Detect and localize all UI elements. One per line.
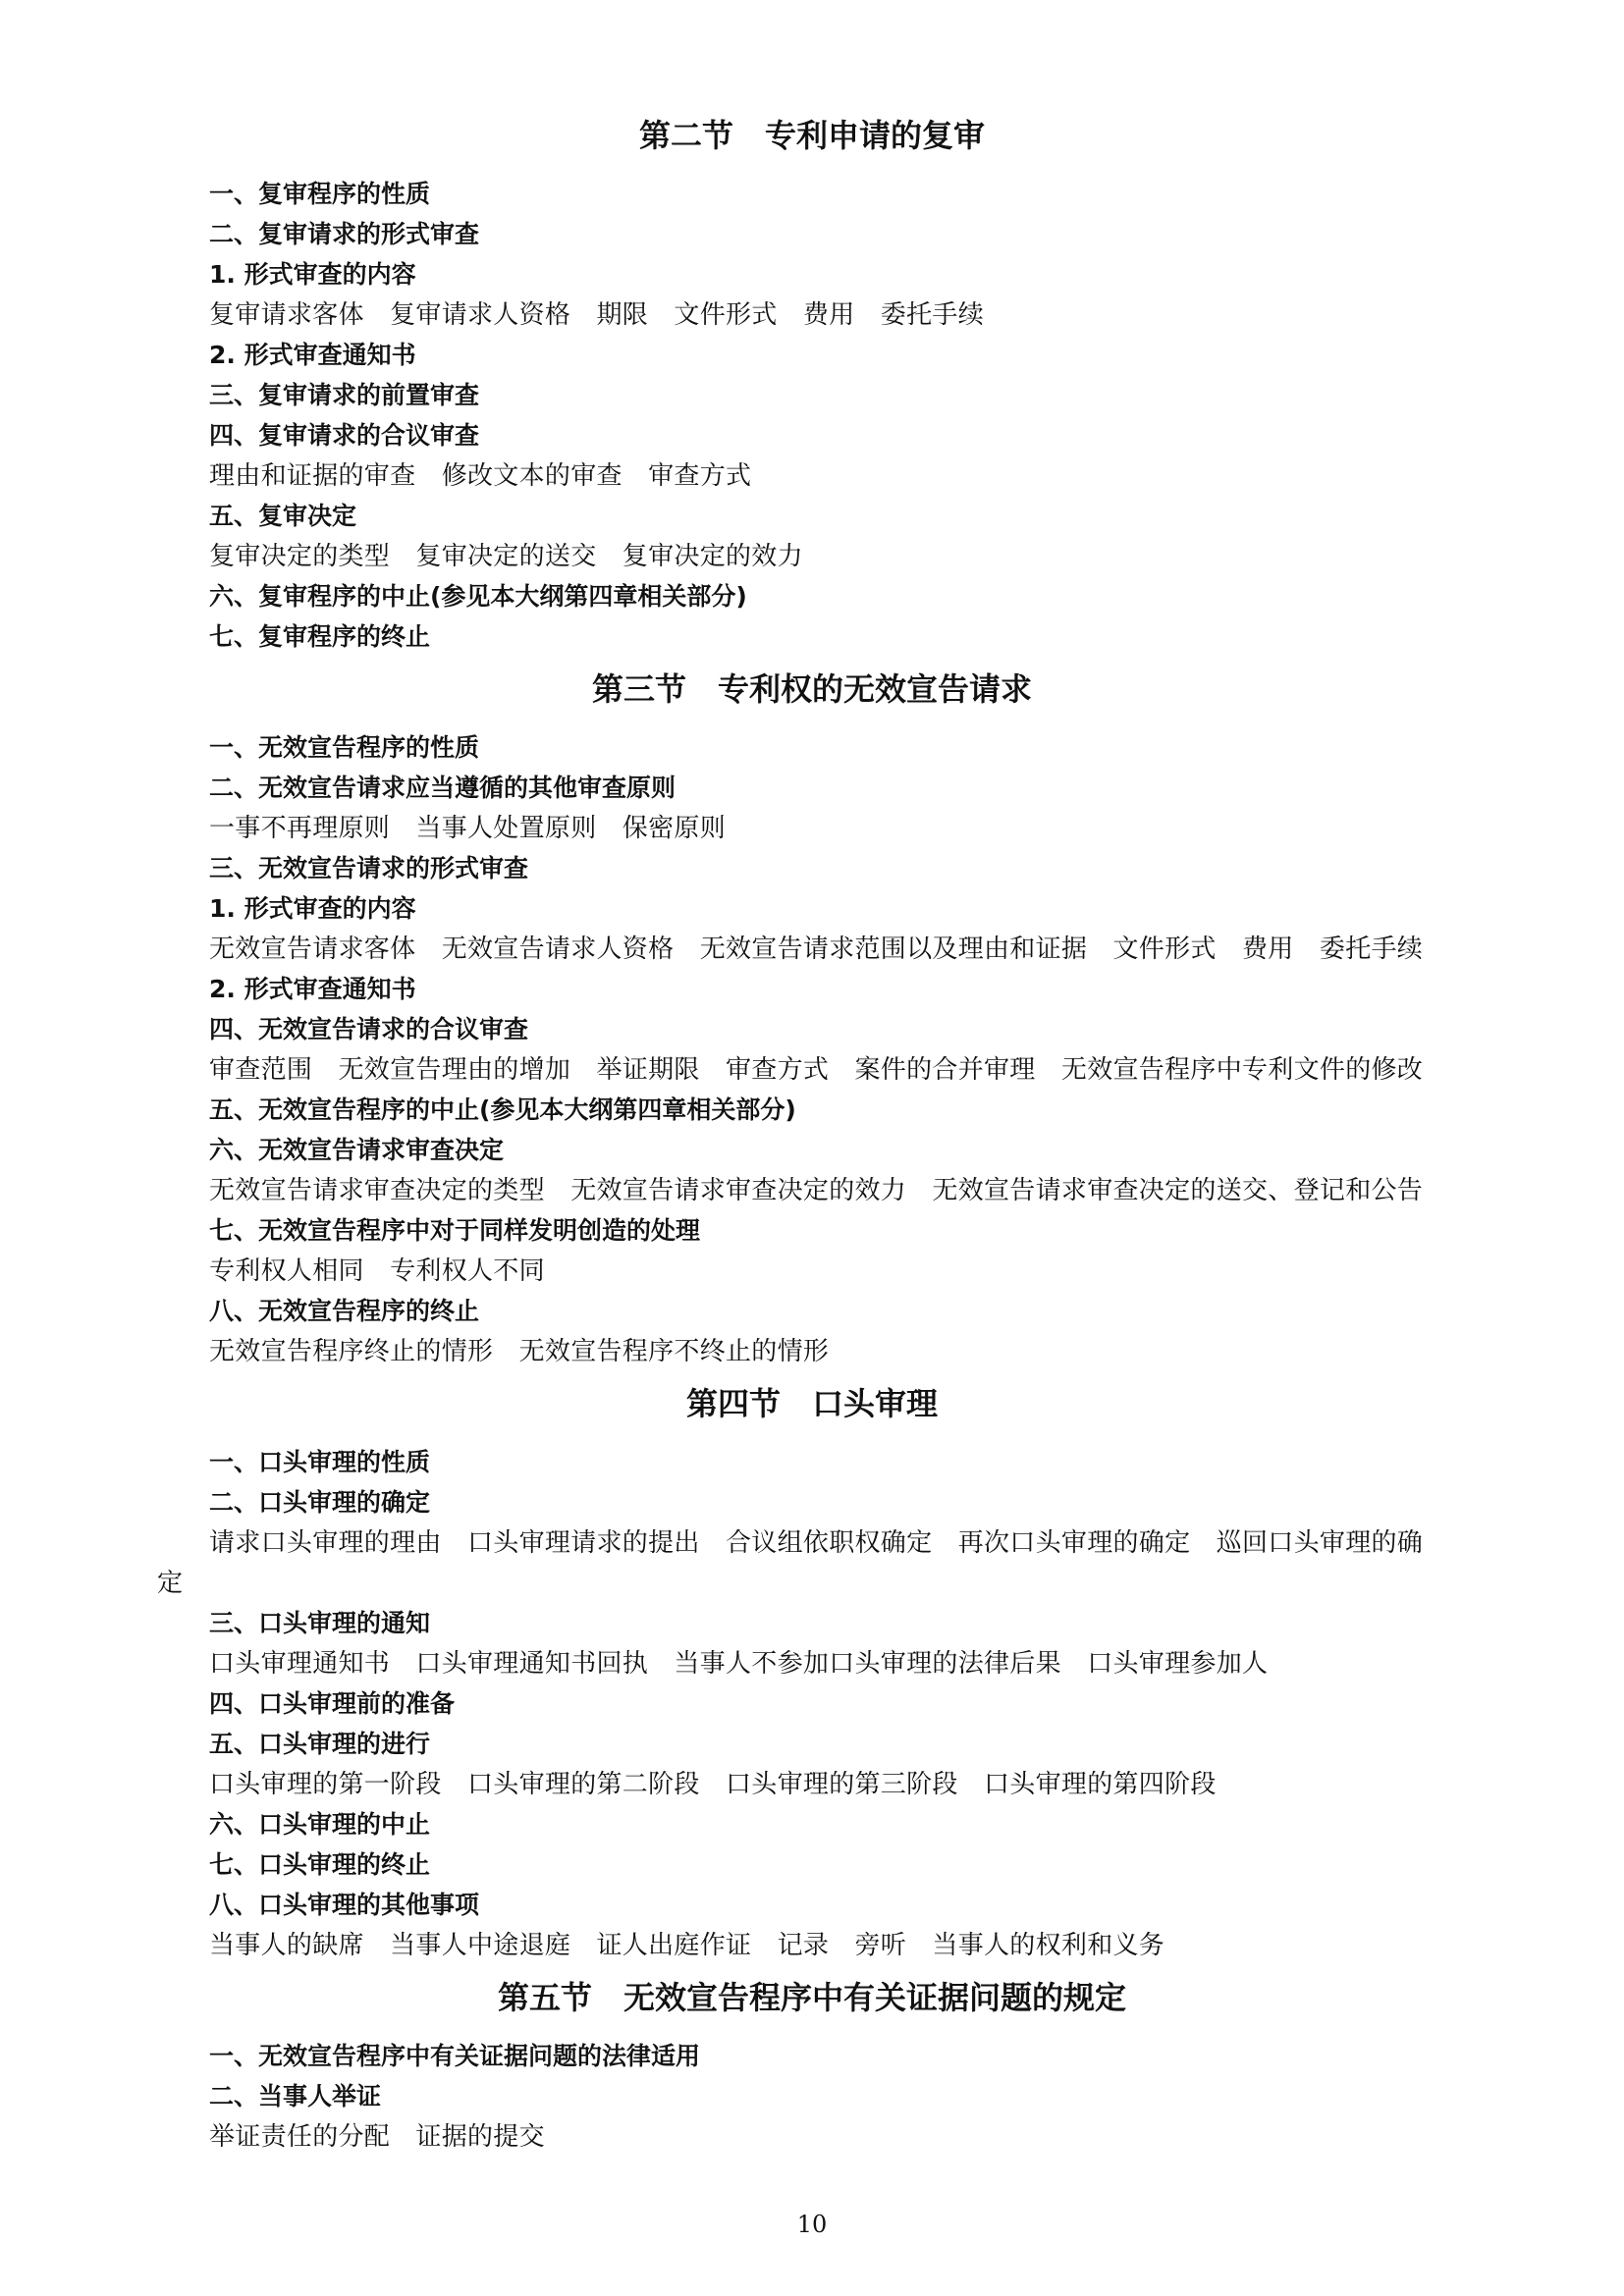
text-s4-5: 口头审理的第一阶段 口头审理的第二阶段 口头审理的第三阶段 口头审理的第四阶段 bbox=[209, 1770, 1217, 1799]
section-title-4: 第四节 口头审理 bbox=[685, 1385, 938, 1422]
heading-s2-2: 二、复审请求的形式审查 bbox=[209, 220, 480, 248]
heading-s2-7: 七、复审程序的终止 bbox=[209, 622, 431, 651]
text-s3-3a: 无效宣告请求客体 无效宣告请求人资格 无效宣告请求范围以及理由和证据 文件形式 费用 委托手续 bbox=[209, 934, 1424, 964]
heading-s4-7: 七、口头审理的终止 bbox=[209, 1850, 431, 1879]
page-number: 10 bbox=[796, 2211, 828, 2238]
text-s2-5: 复审决定的类型 复审决定的送交 复审决定的效力 bbox=[209, 542, 803, 571]
text-s3-7: 专利权人相同 专利权人不同 bbox=[209, 1256, 545, 1286]
heading-s3-3: 三、无效宣告请求的形式审查 bbox=[209, 854, 529, 882]
heading-s2-6: 六、复审程序的中止(参见本大纲第四章相关部分) bbox=[209, 582, 747, 611]
heading-s4-1: 一、口头审理的性质 bbox=[209, 1448, 431, 1476]
text-s3-6: 无效宣告请求审查决定的类型 无效宣告请求审查决定的效力 无效宣告请求审查决定的送交、登记和公告 bbox=[209, 1176, 1424, 1205]
text-s4-8: 当事人的缺席 当事人中途退庭 证人出庭作证 记录 旁听 当事人的权利和义务 bbox=[209, 1931, 1165, 1960]
heading-s4-6: 六、口头审理的中止 bbox=[209, 1810, 431, 1839]
text-s4-2: 请求口头审理的理由 口头审理请求的提出 合议组依职权确定 再次口头审理的确定 巡回口头审理的确 bbox=[209, 1528, 1424, 1558]
heading-s3-3a: 1. 形式审查的内容 bbox=[209, 894, 416, 923]
section-title-2: 第二节 专利申请的复审 bbox=[638, 117, 985, 154]
heading-s2-4: 四、复审请求的合议审查 bbox=[209, 421, 480, 450]
heading-s4-5: 五、口头审理的进行 bbox=[209, 1730, 431, 1758]
heading-s4-8: 八、口头审理的其他事项 bbox=[209, 1891, 480, 1919]
heading-s5-1: 一、无效宣告程序中有关证据问题的法律适用 bbox=[209, 2042, 701, 2070]
heading-s2-2a: 1. 形式审查的内容 bbox=[209, 260, 416, 289]
text-s4-2-continued: 定 bbox=[157, 1569, 184, 1598]
text-s4-3: 口头审理通知书 口头审理通知书回执 当事人不参加口头审理的法律后果 口头审理参加人 bbox=[209, 1649, 1269, 1679]
section-title-5: 第五节 无效宣告程序中有关证据问题的规定 bbox=[497, 1979, 1126, 2016]
text-s2-4: 理由和证据的审查 修改文本的审查 审查方式 bbox=[209, 461, 752, 491]
heading-s5-2: 二、当事人举证 bbox=[209, 2082, 382, 2110]
heading-s2-5: 五、复审决定 bbox=[209, 502, 357, 530]
text-s3-2: 一事不再理原则 当事人处置原则 保密原则 bbox=[209, 814, 727, 843]
text-s3-4: 审查范围 无效宣告理由的增加 举证期限 审查方式 案件的合并审理 无效宣告程序中专利文件的修改 bbox=[209, 1055, 1424, 1085]
heading-s3-6: 六、无效宣告请求审查决定 bbox=[209, 1136, 505, 1164]
text-s5-2: 举证责任的分配 证据的提交 bbox=[209, 2122, 545, 2152]
heading-s4-3: 三、口头审理的通知 bbox=[209, 1609, 431, 1637]
text-s3-8: 无效宣告程序终止的情形 无效宣告程序不终止的情形 bbox=[209, 1337, 830, 1366]
heading-s4-2: 二、口头审理的确定 bbox=[209, 1488, 431, 1517]
heading-s2-2b: 2. 形式审查通知书 bbox=[209, 341, 416, 369]
heading-s3-4: 四、无效宣告请求的合议审查 bbox=[209, 1015, 529, 1043]
heading-s3-5: 五、无效宣告程序的中止(参见本大纲第四章相关部分) bbox=[209, 1095, 796, 1124]
heading-s3-1: 一、无效宣告程序的性质 bbox=[209, 733, 480, 762]
heading-s2-3: 三、复审请求的前置审查 bbox=[209, 381, 480, 409]
heading-s2-1: 一、复审程序的性质 bbox=[209, 180, 431, 208]
heading-s3-2: 二、无效宣告请求应当遵循的其他审查原则 bbox=[209, 774, 677, 802]
heading-s3-7: 七、无效宣告程序中对于同样发明创造的处理 bbox=[209, 1216, 701, 1245]
heading-s3-8: 八、无效宣告程序的终止 bbox=[209, 1297, 480, 1325]
section-title-3: 第三节 专利权的无效宣告请求 bbox=[591, 670, 1032, 708]
text-s2-2a: 复审请求客体 复审请求人资格 期限 文件形式 费用 委托手续 bbox=[209, 300, 985, 330]
heading-s4-4: 四、口头审理前的准备 bbox=[209, 1689, 456, 1718]
heading-s3-3b: 2. 形式审查通知书 bbox=[209, 975, 416, 1003]
